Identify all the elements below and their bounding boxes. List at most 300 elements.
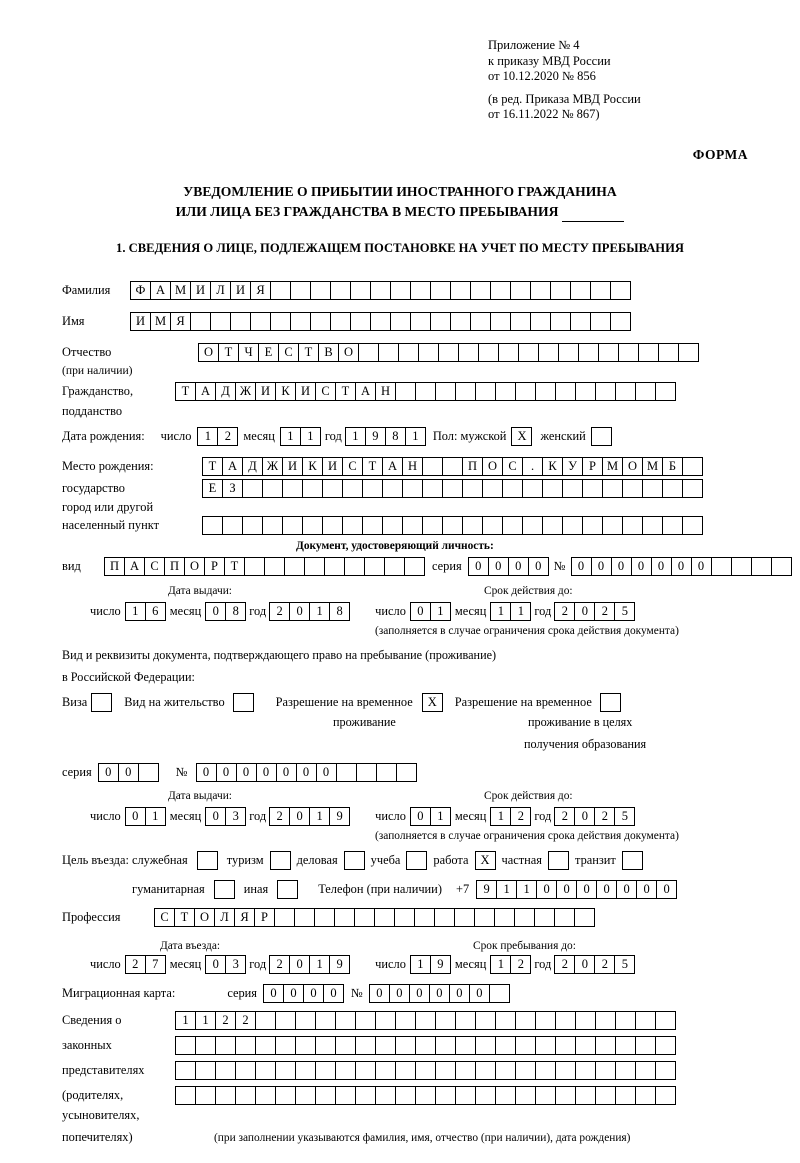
cell[interactable]: [502, 479, 523, 498]
temp-residence-checkbox[interactable]: X: [422, 693, 443, 712]
cell[interactable]: [602, 479, 623, 498]
cell[interactable]: [450, 281, 471, 300]
cell[interactable]: [355, 1036, 376, 1055]
cell[interactable]: Р: [582, 457, 603, 476]
cell[interactable]: [358, 343, 379, 362]
cell[interactable]: [356, 763, 377, 782]
cell[interactable]: [622, 516, 643, 535]
cell[interactable]: Л: [214, 908, 235, 927]
cell[interactable]: 0: [651, 557, 672, 576]
cell[interactable]: [542, 516, 563, 535]
cell[interactable]: 1: [490, 955, 511, 974]
cell[interactable]: [310, 312, 331, 331]
cell[interactable]: [462, 516, 483, 535]
cell[interactable]: [302, 516, 323, 535]
cell[interactable]: [362, 479, 383, 498]
stay-valid-day-input[interactable]: [410, 807, 450, 826]
cell[interactable]: 3: [225, 955, 246, 974]
cell[interactable]: К: [542, 457, 563, 476]
cell[interactable]: 1: [195, 1011, 216, 1030]
cell[interactable]: Т: [224, 557, 245, 576]
cell[interactable]: 9: [430, 955, 451, 974]
cell[interactable]: [215, 1036, 236, 1055]
purpose-study-checkbox[interactable]: [406, 851, 427, 870]
cell[interactable]: [275, 1061, 296, 1080]
cell[interactable]: С: [154, 908, 175, 927]
cell[interactable]: Т: [174, 908, 195, 927]
cell[interactable]: [482, 516, 503, 535]
cell[interactable]: 2: [269, 807, 290, 826]
cell[interactable]: 2: [215, 1011, 236, 1030]
cell[interactable]: П: [104, 557, 125, 576]
cell[interactable]: А: [195, 382, 216, 401]
birth-year-input[interactable]: [345, 427, 425, 446]
cell[interactable]: [395, 1011, 416, 1030]
issue-year-input[interactable]: [269, 602, 349, 621]
legal-rep-row-3-input[interactable]: [175, 1061, 675, 1080]
cell[interactable]: Ж: [262, 457, 283, 476]
cell[interactable]: [475, 1061, 496, 1080]
cell[interactable]: [595, 1086, 616, 1105]
cell[interactable]: [190, 312, 211, 331]
cell[interactable]: [215, 1061, 236, 1080]
cell[interactable]: П: [164, 557, 185, 576]
cell[interactable]: 1: [345, 427, 366, 446]
cell[interactable]: [402, 516, 423, 535]
cell[interactable]: [462, 479, 483, 498]
cell[interactable]: [242, 516, 263, 535]
cell[interactable]: [294, 908, 315, 927]
cell[interactable]: [615, 1036, 636, 1055]
cell[interactable]: [375, 1086, 396, 1105]
cell[interactable]: 0: [449, 984, 470, 1003]
cell[interactable]: [475, 1011, 496, 1030]
cell[interactable]: [595, 1036, 616, 1055]
cell[interactable]: [322, 516, 343, 535]
cell[interactable]: 2: [554, 602, 575, 621]
cell[interactable]: 0: [469, 984, 490, 1003]
cell[interactable]: [635, 1036, 656, 1055]
cell[interactable]: [435, 1011, 456, 1030]
purpose-business-checkbox[interactable]: [344, 851, 365, 870]
cell[interactable]: М: [170, 281, 191, 300]
cell[interactable]: И: [282, 457, 303, 476]
cell[interactable]: [422, 516, 443, 535]
cell[interactable]: [336, 763, 357, 782]
cell[interactable]: [590, 281, 611, 300]
birth-day-input[interactable]: [197, 427, 237, 446]
cell[interactable]: 2: [594, 602, 615, 621]
cell[interactable]: И: [322, 457, 343, 476]
birth-month-input[interactable]: [280, 427, 320, 446]
cell[interactable]: [255, 1036, 276, 1055]
cell[interactable]: [195, 1086, 216, 1105]
cell[interactable]: [295, 1011, 316, 1030]
cell[interactable]: 0: [196, 763, 217, 782]
cell[interactable]: О: [482, 457, 503, 476]
cell[interactable]: М: [642, 457, 663, 476]
cell[interactable]: [595, 1061, 616, 1080]
cell[interactable]: [475, 1086, 496, 1105]
cell[interactable]: 0: [409, 984, 430, 1003]
cell[interactable]: 1: [175, 1011, 196, 1030]
cell[interactable]: [244, 557, 265, 576]
doc-type-input[interactable]: [104, 557, 424, 576]
cell[interactable]: [382, 516, 403, 535]
cell[interactable]: 0: [611, 557, 632, 576]
cell[interactable]: [410, 312, 431, 331]
cell[interactable]: 0: [263, 984, 284, 1003]
cell[interactable]: 0: [289, 602, 310, 621]
cell[interactable]: Т: [218, 343, 239, 362]
cell[interactable]: Т: [202, 457, 223, 476]
cell[interactable]: 0: [596, 880, 617, 899]
surname-input[interactable]: [130, 281, 630, 300]
cell[interactable]: [622, 479, 643, 498]
cell[interactable]: [295, 1036, 316, 1055]
cell[interactable]: Е: [258, 343, 279, 362]
cell[interactable]: [598, 343, 619, 362]
cell[interactable]: 0: [574, 955, 595, 974]
cell[interactable]: 2: [554, 807, 575, 826]
cell[interactable]: [555, 1036, 576, 1055]
cell[interactable]: [250, 312, 271, 331]
cell[interactable]: [495, 1061, 516, 1080]
stay-issue-month-input[interactable]: [205, 807, 245, 826]
cell[interactable]: [435, 1086, 456, 1105]
cell[interactable]: Д: [242, 457, 263, 476]
cell[interactable]: 0: [389, 984, 410, 1003]
cell[interactable]: И: [190, 281, 211, 300]
purpose-transit-checkbox[interactable]: [622, 851, 643, 870]
cell[interactable]: 9: [476, 880, 497, 899]
cell[interactable]: [615, 1086, 636, 1105]
cell[interactable]: [530, 281, 551, 300]
cell[interactable]: 0: [429, 984, 450, 1003]
stay-issue-day-input[interactable]: [125, 807, 165, 826]
cell[interactable]: [442, 516, 463, 535]
cell[interactable]: [396, 763, 417, 782]
cell[interactable]: [495, 1011, 516, 1030]
legal-rep-row-1-input[interactable]: [175, 1011, 675, 1030]
cell[interactable]: 1: [309, 955, 330, 974]
cell[interactable]: [376, 763, 397, 782]
cell[interactable]: 0: [118, 763, 139, 782]
cell[interactable]: [490, 281, 511, 300]
cell[interactable]: [454, 908, 475, 927]
cell[interactable]: 6: [145, 602, 166, 621]
cell[interactable]: [270, 312, 291, 331]
cell[interactable]: [535, 382, 556, 401]
cell[interactable]: [138, 763, 159, 782]
cell[interactable]: Т: [362, 457, 383, 476]
cell[interactable]: [554, 908, 575, 927]
cell[interactable]: 2: [510, 955, 531, 974]
issue-day-input[interactable]: [125, 602, 165, 621]
cell[interactable]: [535, 1011, 556, 1030]
cell[interactable]: [364, 557, 385, 576]
stay-until-day-input[interactable]: [410, 955, 450, 974]
cell[interactable]: [175, 1061, 196, 1080]
cell[interactable]: [502, 516, 523, 535]
cell[interactable]: [378, 343, 399, 362]
cell[interactable]: 0: [303, 984, 324, 1003]
cell[interactable]: [570, 312, 591, 331]
cell[interactable]: [474, 908, 495, 927]
stay-issue-year-input[interactable]: [269, 807, 349, 826]
cell[interactable]: [175, 1036, 196, 1055]
cell[interactable]: А: [355, 382, 376, 401]
cell[interactable]: Н: [402, 457, 423, 476]
cell[interactable]: [422, 457, 443, 476]
cell[interactable]: [610, 312, 631, 331]
cell[interactable]: О: [184, 557, 205, 576]
cell[interactable]: [354, 908, 375, 927]
cell[interactable]: 1: [309, 807, 330, 826]
cell[interactable]: [682, 516, 703, 535]
cell[interactable]: С: [342, 457, 363, 476]
cell[interactable]: 1: [405, 427, 426, 446]
cell[interactable]: [384, 557, 405, 576]
cell[interactable]: [255, 1086, 276, 1105]
cell[interactable]: В: [318, 343, 339, 362]
doc-number-input[interactable]: [571, 557, 791, 576]
cell[interactable]: [515, 1036, 536, 1055]
cell[interactable]: 9: [329, 955, 350, 974]
cell[interactable]: 0: [283, 984, 304, 1003]
cell[interactable]: [771, 557, 792, 576]
cell[interactable]: Ф: [130, 281, 151, 300]
cell[interactable]: А: [382, 457, 403, 476]
cell[interactable]: [514, 908, 535, 927]
valid-day-input[interactable]: [410, 602, 450, 621]
cell[interactable]: [375, 1061, 396, 1080]
cell[interactable]: [555, 1086, 576, 1105]
cell[interactable]: 5: [614, 807, 635, 826]
cell[interactable]: [515, 1011, 536, 1030]
residence-permit-checkbox[interactable]: [233, 693, 254, 712]
birth-place-city-input[interactable]: [462, 457, 702, 476]
cell[interactable]: З: [222, 479, 243, 498]
cell[interactable]: [498, 343, 519, 362]
cell[interactable]: [655, 1011, 676, 1030]
birth-place-state-input[interactable]: [202, 457, 462, 476]
cell[interactable]: [635, 1011, 656, 1030]
cell[interactable]: [302, 479, 323, 498]
cell[interactable]: [662, 479, 683, 498]
doc-series-input[interactable]: [468, 557, 548, 576]
cell[interactable]: К: [302, 457, 323, 476]
cell[interactable]: [495, 382, 516, 401]
cell[interactable]: 0: [205, 807, 226, 826]
cell[interactable]: [390, 312, 411, 331]
cell[interactable]: И: [130, 312, 151, 331]
cell[interactable]: [435, 382, 456, 401]
cell[interactable]: 2: [594, 955, 615, 974]
phone-input[interactable]: [476, 880, 676, 899]
cell[interactable]: [455, 382, 476, 401]
cell[interactable]: 0: [571, 557, 592, 576]
cell[interactable]: [510, 281, 531, 300]
cell[interactable]: О: [194, 908, 215, 927]
cell[interactable]: [475, 1036, 496, 1055]
cell[interactable]: [635, 1061, 656, 1080]
cell[interactable]: [455, 1086, 476, 1105]
cell[interactable]: [235, 1086, 256, 1105]
stay-series-input[interactable]: [98, 763, 158, 782]
cell[interactable]: [282, 479, 303, 498]
cell[interactable]: [415, 382, 436, 401]
cell[interactable]: [510, 312, 531, 331]
migration-series-input[interactable]: [263, 984, 343, 1003]
cell[interactable]: 2: [269, 955, 290, 974]
cell[interactable]: [350, 312, 371, 331]
cell[interactable]: 0: [256, 763, 277, 782]
cell[interactable]: [522, 479, 543, 498]
cell[interactable]: [210, 312, 231, 331]
cell[interactable]: [711, 557, 732, 576]
cell[interactable]: [550, 312, 571, 331]
cell[interactable]: 8: [385, 427, 406, 446]
cell[interactable]: 2: [235, 1011, 256, 1030]
cell[interactable]: [562, 516, 583, 535]
cell[interactable]: [330, 312, 351, 331]
cell[interactable]: [355, 1011, 376, 1030]
entry-month-input[interactable]: [205, 955, 245, 974]
cell[interactable]: 1: [280, 427, 301, 446]
migration-number-input[interactable]: [369, 984, 509, 1003]
cell[interactable]: [535, 1036, 556, 1055]
cell[interactable]: 0: [410, 807, 431, 826]
cell[interactable]: [290, 281, 311, 300]
cell[interactable]: 1: [510, 602, 531, 621]
cell[interactable]: 0: [591, 557, 612, 576]
cell[interactable]: 0: [671, 557, 692, 576]
cell[interactable]: 0: [576, 880, 597, 899]
cell[interactable]: 0: [98, 763, 119, 782]
cell[interactable]: Н: [375, 382, 396, 401]
cell[interactable]: 0: [536, 880, 557, 899]
cell[interactable]: [578, 343, 599, 362]
cell[interactable]: [275, 1036, 296, 1055]
cell[interactable]: [344, 557, 365, 576]
cell[interactable]: 0: [216, 763, 237, 782]
cell[interactable]: 2: [594, 807, 615, 826]
cell[interactable]: [535, 1061, 556, 1080]
cell[interactable]: [575, 1011, 596, 1030]
cell[interactable]: И: [230, 281, 251, 300]
cell[interactable]: [495, 1086, 516, 1105]
cell[interactable]: [595, 382, 616, 401]
cell[interactable]: [415, 1036, 436, 1055]
cell[interactable]: Т: [335, 382, 356, 401]
cell[interactable]: [315, 1036, 336, 1055]
cell[interactable]: [335, 1086, 356, 1105]
cell[interactable]: [489, 984, 510, 1003]
birth-place-row3-input[interactable]: [202, 516, 702, 535]
cell[interactable]: 0: [323, 984, 344, 1003]
cell[interactable]: [422, 479, 443, 498]
cell[interactable]: [342, 516, 363, 535]
cell[interactable]: [255, 1011, 276, 1030]
cell[interactable]: [434, 908, 455, 927]
cell[interactable]: [295, 1061, 316, 1080]
cell[interactable]: 1: [125, 602, 146, 621]
cell[interactable]: [555, 1061, 576, 1080]
cell[interactable]: [435, 1036, 456, 1055]
cell[interactable]: У: [562, 457, 583, 476]
cell[interactable]: [478, 343, 499, 362]
valid-month-input[interactable]: [490, 602, 530, 621]
cell[interactable]: [242, 479, 263, 498]
issue-month-input[interactable]: [205, 602, 245, 621]
cell[interactable]: 1: [430, 807, 451, 826]
cell[interactable]: [751, 557, 772, 576]
cell[interactable]: 0: [369, 984, 390, 1003]
cell[interactable]: 2: [554, 955, 575, 974]
cell[interactable]: [382, 479, 403, 498]
cell[interactable]: [470, 281, 491, 300]
purpose-private-checkbox[interactable]: [548, 851, 569, 870]
stay-valid-month-input[interactable]: [490, 807, 530, 826]
cell[interactable]: 1: [490, 807, 511, 826]
cell[interactable]: [450, 312, 471, 331]
cell[interactable]: С: [315, 382, 336, 401]
cell[interactable]: [655, 1086, 676, 1105]
cell[interactable]: 5: [614, 602, 635, 621]
cell[interactable]: [575, 1086, 596, 1105]
legal-rep-row-2-input[interactable]: [175, 1036, 675, 1055]
cell[interactable]: [335, 1061, 356, 1080]
cell[interactable]: 2: [125, 955, 146, 974]
cell[interactable]: [535, 1086, 556, 1105]
cell[interactable]: 3: [225, 807, 246, 826]
cell[interactable]: [395, 1061, 416, 1080]
cell[interactable]: [402, 479, 423, 498]
cell[interactable]: Т: [175, 382, 196, 401]
purpose-other-checkbox[interactable]: [277, 880, 298, 899]
cell[interactable]: [395, 1086, 416, 1105]
cell[interactable]: [295, 1086, 316, 1105]
cell[interactable]: [435, 1061, 456, 1080]
cell[interactable]: [582, 516, 603, 535]
cell[interactable]: [330, 281, 351, 300]
cell[interactable]: [284, 557, 305, 576]
cell[interactable]: М: [150, 312, 171, 331]
entry-year-input[interactable]: [269, 955, 349, 974]
cell[interactable]: Р: [204, 557, 225, 576]
cell[interactable]: [555, 1011, 576, 1030]
cell[interactable]: 5: [614, 955, 635, 974]
cell[interactable]: [370, 281, 391, 300]
cell[interactable]: [430, 312, 451, 331]
cell[interactable]: [470, 312, 491, 331]
cell[interactable]: [394, 908, 415, 927]
cell[interactable]: [355, 1061, 376, 1080]
cell[interactable]: [638, 343, 659, 362]
cell[interactable]: [642, 479, 663, 498]
cell[interactable]: [398, 343, 419, 362]
cell[interactable]: 2: [217, 427, 238, 446]
legal-rep-row-4-input[interactable]: [175, 1086, 675, 1105]
cell[interactable]: [362, 516, 383, 535]
cell[interactable]: [342, 479, 363, 498]
cell[interactable]: 0: [205, 955, 226, 974]
cell[interactable]: 9: [365, 427, 386, 446]
cell[interactable]: 1: [410, 955, 431, 974]
cell[interactable]: 1: [309, 602, 330, 621]
cell[interactable]: [682, 479, 703, 498]
